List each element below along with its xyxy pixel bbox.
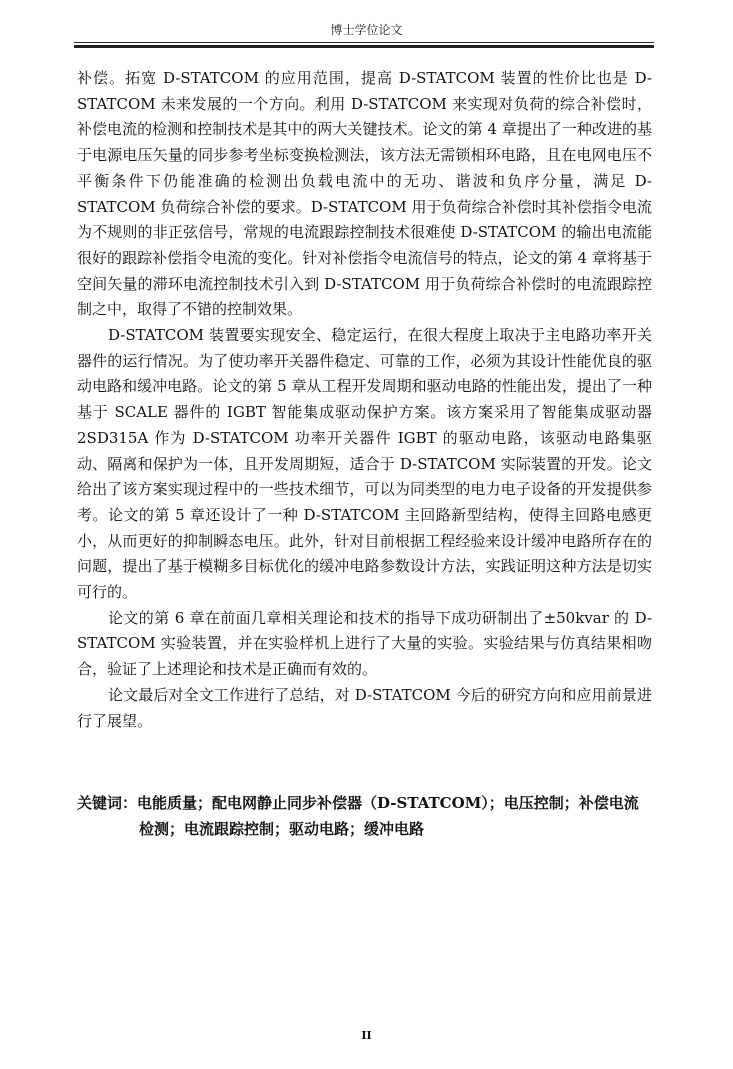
body-text xyxy=(77,66,652,734)
header-rule-thick xyxy=(74,45,654,48)
paragraph-continued: 补偿。拓宽 D-STATCOM 的应用范围，提高 D-STATCOM 装置的性价比也是 D-STATCOM 未来发展的一个方向。利用 D-STATCOM 来实现对负荷的综合补偿时，补偿电流的检测和控制技术是其中的两大关键技术。论文的第 4 章提出了一种改进的基于电源电压矢量的同步参考坐标变换检测法，该方法无需锁相环电路，且在电网电压不平衡条件下仍能准确的检测出负载电流中的无功、谐波和负序分量，满足 D-STATCOM 负荷综合补偿的要求。D-STATCOM 用于负荷综合补偿时其补偿指令电流为不规则的非正弦信号，常规的电流跟踪控制技术很难使 D-STATCOM 的输出电流能很好的跟踪补偿指令电流的变化。针对补偿指令电流信号的特点，论文的第 4 章将基于空间矢量的滞环电流控制技术引入到 D-STATCOM 用于负荷综合补偿时的电流跟踪控制之中，取得了不错的控制效果。 xyxy=(77,69,652,319)
running-header: 博士学位论文 xyxy=(330,23,403,37)
keywords-text: 电能质量；配电网静止同步补偿器（D-STATCOM）；电压控制；补偿电流检测；电流跟踪控制；驱动电路；缓冲电路 xyxy=(137,794,639,838)
paragraph: D-STATCOM 装置要实现安全、稳定运行，在很大程度上取决于主电路功率开关器件的运行情况。为了使功率开关器件稳定、可靠的工作，必须为其设计性能优良的驱动电路和缓冲电路。论文的第 5 章从工程开发周期和驱动电路的性能出发，提出了一种基于 SCALE 器件的 IGBT 智能集成驱动保护方案。该方案采用了智能集成驱动器 2SD315A 作为 D-STATCOM 功率开关器件 IGBT 的驱动电路，该驱动电路集驱动、隔离和保护为一体，且开发周期短，适合于 D-STATCOM 实际装置的开发。论文给出了该方案实现过程中的一些技术细节，可以为同类型的电力电子设备的开发提供参考。论文的第 5 章还设计了一种 D-STATCOM 主回路新型结构，使得主回路电感更小，从而更好的抑制瞬态电压。此外，针对目前根据工程经验来设计缓冲电路所存在的问题，提出了基于模糊多目标优化的缓冲电路参数设计方法，实践证明这种方法是切实可行的。 xyxy=(77,326,652,602)
paragraph: 论文的第 6 章在前面几章相关理论和技术的指导下成功研制出了±50kvar 的 D-STATCOM 实验装置，并在实验样机上进行了大量的实验。实验结果与仿真结果相吻合，验证了上述理论和技术是正确而有效的。 xyxy=(77,608,652,679)
header-rule-thin xyxy=(74,42,654,43)
keywords-block xyxy=(77,790,652,842)
paragraph: 论文最后对全文工作进行了总结，对 D-STATCOM 今后的研究方向和应用前景进行了展望。 xyxy=(77,685,652,730)
page-number: II xyxy=(361,1029,372,1042)
keywords-label: 关键词： xyxy=(77,794,138,812)
